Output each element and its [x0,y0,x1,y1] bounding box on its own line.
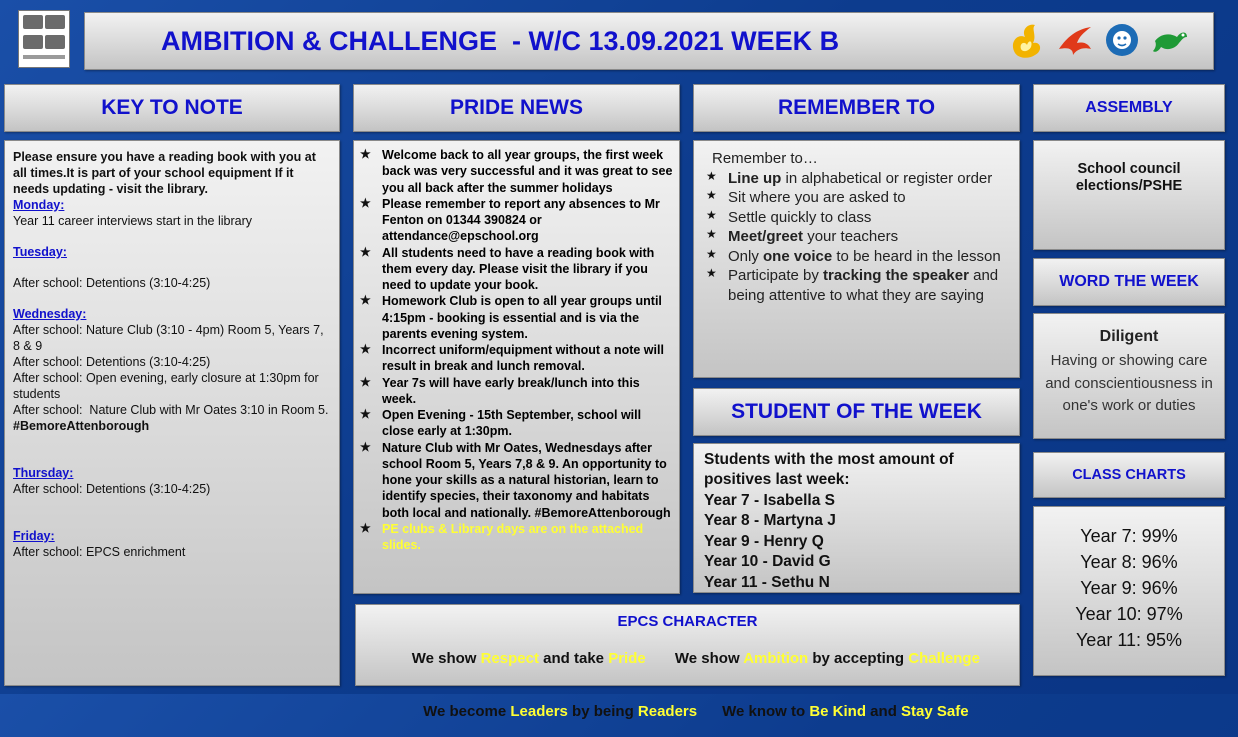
list-item: Year 8 - Martyna J [704,512,836,530]
assembly-header [1033,84,1225,132]
list-item: Year 8: 96% [1080,552,1178,573]
swallow-bird-icon [1055,19,1093,61]
list-item: ★ Only one voice to be heard in the lesson [702,247,1011,267]
class-charts-panel [1033,506,1225,676]
word-definition: Having or showing care and conscientiousness in one's work or duties [1045,352,1213,414]
list-item: ★ Participate by tracking the speaker and being attentive to what they are saying [702,266,1011,305]
day-label-thursday: Thursday: [13,466,74,480]
friday-item: After school: EPCS enrichment [13,545,186,559]
key-to-note-panel [4,140,340,686]
list-item: ★ PE clubs & Library days are on the attached slides. [356,521,675,554]
list-item: ★ Welcome back to all year groups, the first week back was very successful and it was great to see you all back after the summer holidays [356,147,675,196]
assembly-text: School council elections/PSHE [1075,161,1183,195]
day-label-wednesday: Wednesday: [13,307,87,321]
list-item: ★ Open Evening - 15th September, school will close early at 1:30pm. [356,407,675,440]
assembly-panel [1033,140,1225,250]
key-to-note-header [4,84,340,132]
wednesday-item: After school: Nature Club (3:10 - 4pm) Room 5, Years 7, 8 & 9 [13,323,324,353]
list-item: Year 9: 96% [1080,578,1178,599]
character-line-1: We show Respect and take Pride We show Ambition by accepting Challenge [411,650,980,667]
lion-crest-icon [1103,19,1141,61]
day-label-friday: Friday: [13,529,55,543]
page-title-banner [84,12,1214,70]
list-item: ★ Incorrect uniform/equipment without a note will result in break and lunch removal. [356,342,675,375]
list-item: Year 11: 95% [1075,630,1183,651]
student-of-week-panel [693,443,1020,593]
house-icons [1007,19,1189,61]
list-item: ★ Line up in alphabetical or register order [702,169,1011,189]
remember-list [702,169,1011,306]
word-of-week-title: WORD THE WEEK [1059,273,1199,290]
epcs-character-panel [355,604,1020,720]
remember-to-header [693,84,1020,132]
wednesday-item: After school: Open evening, early closure at 1:30pm for students [13,371,319,401]
class-charts-header [1033,452,1225,498]
wednesday-item: After school: Detentions (3:10-4:25) [13,355,211,369]
assembly-title: ASSEMBLY [1085,99,1173,116]
pride-news-panel [353,140,680,594]
word-of-week-panel [1033,313,1225,439]
class-charts-title: CLASS CHARTS [1072,467,1186,483]
day-label-monday: Monday: [13,198,65,212]
hashtag: #BemoreAttenborough [13,419,150,433]
pride-news-header [353,84,680,132]
word-of-week-header [1033,258,1225,306]
monday-item: Year 11 career interviews start in the library [13,214,252,228]
school-crest-logo [18,10,70,68]
student-of-week-title: STUDENT OF THE WEEK [731,400,982,423]
list-item: ★ Please remember to report any absences to Mr Fenton on 01344 390824 or attendance@epschool.org [356,196,675,245]
list-item: ★ Settle quickly to class [702,208,1011,228]
list-item: ★ Nature Club with Mr Oates, Wednesdays after school Room 5, Years 7,8 & 9. An opportunity to hone your skills as a natural historian, learn to identify species, their taxonomy and habitats both local and nationally. #BemoreAttenborough [356,440,675,521]
wednesday-item: After school: Nature Club with Mr Oates 3:10 in Room 5. #BemoreAttenborough [13,403,336,433]
reading-book-notice: Please ensure you have a reading book with you at all times.It is part of your school equipment If it needs updating - visit the library. [13,150,316,196]
list-item: ★ Year 7s will have early break/lunch into this week. [356,375,675,408]
list-item: ★ Meet/greet your teachers [702,227,1011,247]
list-item: Year 7 - Isabella S [704,491,835,509]
epcs-character-title: EPCS CHARACTER [617,613,758,630]
list-item: Year 10 - David G [704,553,831,571]
flame-phoenix-icon [1007,19,1045,61]
student-of-week-intro: Students with the most amount of positives last week: [704,451,954,489]
lizard-icon [1151,19,1189,61]
character-line-2: We become Leaders by being Readers We know to Be Kind and Stay Safe [423,703,969,720]
student-of-week-header [693,388,1020,436]
pride-news-list [356,147,675,553]
list-item: ★ Sit where you are asked to [702,188,1011,208]
word-of-week: Diligent [1099,328,1159,345]
list-item: ★ Homework Club is open to all year groups until 4:15pm - booking is essential and is via the parents evening system. [356,293,675,342]
pride-news-title: PRIDE NEWS [449,96,583,119]
tuesday-item: After school: Detentions (3:10-4:25) [13,276,211,290]
list-item: Year 11 - Sethu N [704,573,830,591]
remember-to-title: REMEMBER TO [777,96,936,119]
list-item: Year 10: 97% [1075,604,1183,625]
key-to-note-title: KEY TO NOTE [101,96,243,119]
day-label-tuesday: Tuesday: [13,245,67,259]
page-title: AMBITION & CHALLENGE - W/C 13.09.2021 WEEK B [161,25,840,56]
list-item: Year 7: 99% [1080,526,1178,546]
thursday-item: After school: Detentions (3:10-4:25) [13,482,211,496]
list-item: ★ All students need to have a reading book with them every day. Please visit the library if you need to update your book. [356,245,675,294]
remember-intro: Remember to… [712,150,818,167]
remember-to-panel [693,140,1020,378]
list-item: Year 9 - Henry Q [704,532,824,550]
